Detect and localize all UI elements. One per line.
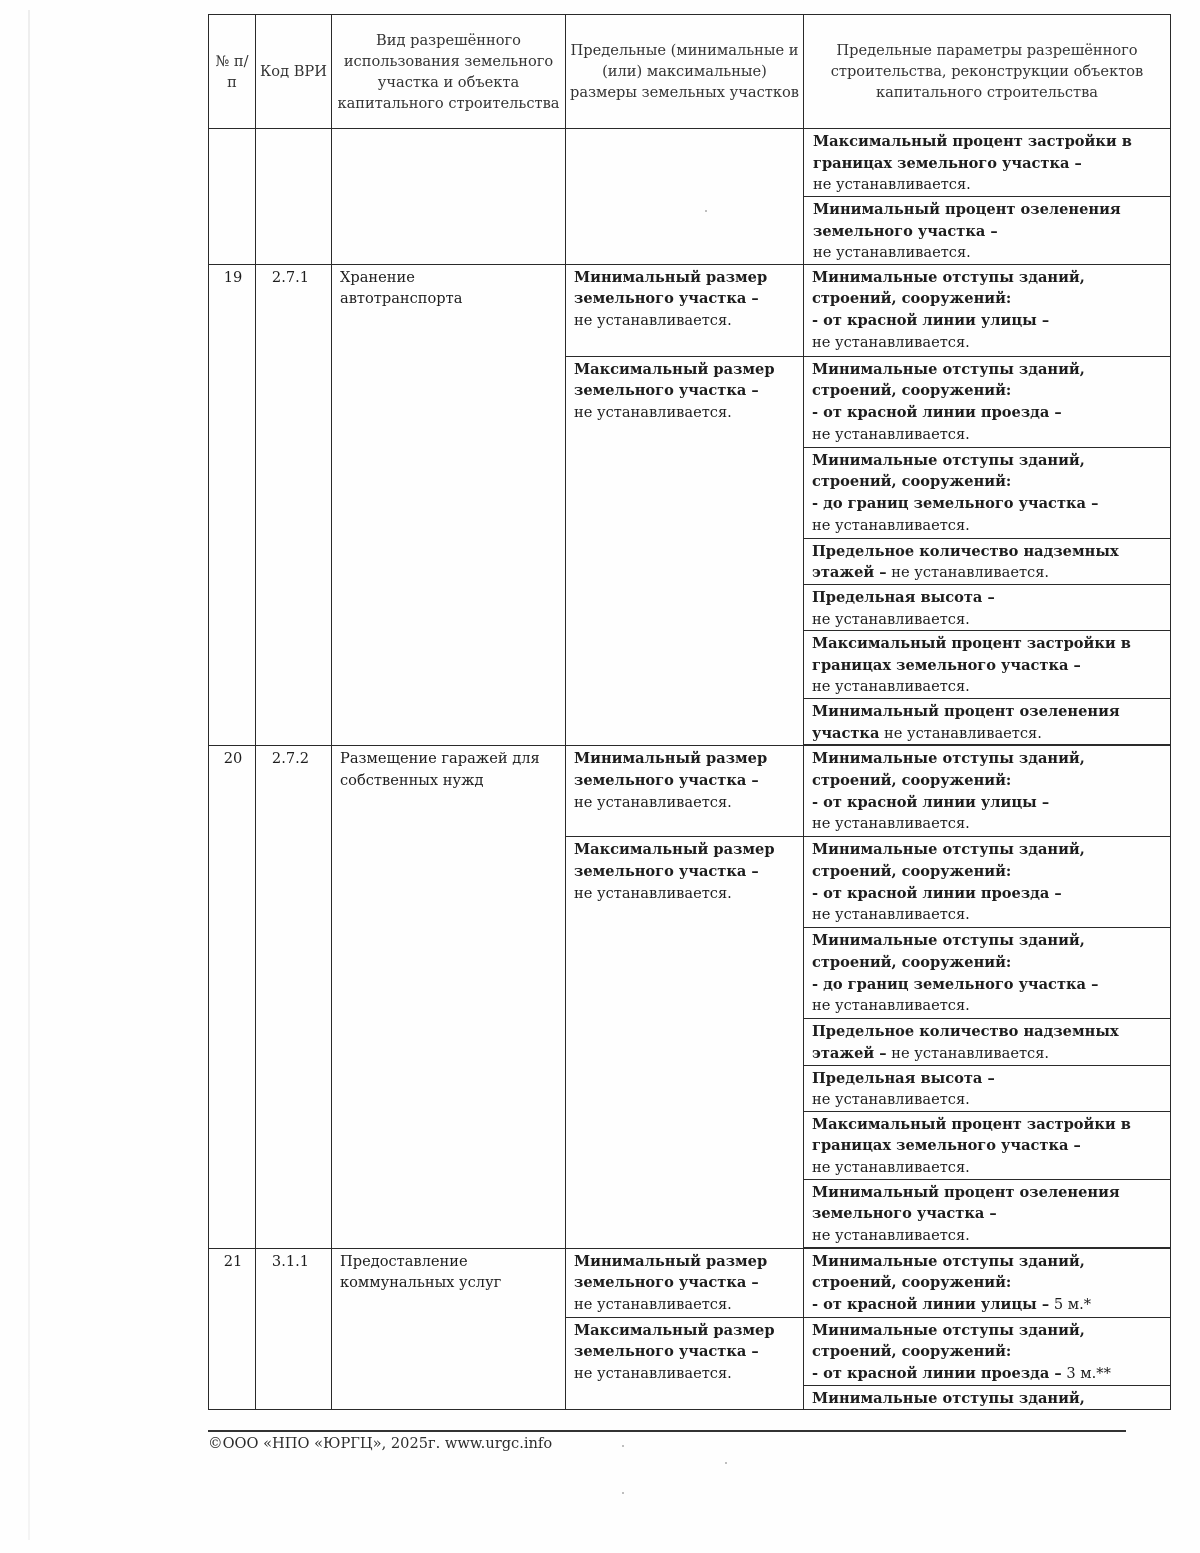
header-use: Вид разрешённого использования земельного участка и объекта капитального строительства [332,15,566,129]
param-value: не устанавливается. [813,176,971,194]
table-row [209,129,1171,197]
row-use: Хранение автотранспорта [332,264,566,746]
param-cell [804,928,1171,1019]
param-cell [804,584,1171,630]
footer-rule [208,1430,1126,1432]
row-code: 2.7.2 [256,746,332,1248]
param-value: не устанавливается. [891,564,1050,582]
param-label: Минимальный процент озеленения [812,703,1120,721]
param-sub: - до границ земельного участка – [812,494,1099,512]
param-value: не устанавливается. [812,997,970,1015]
header-code: Код ВРИ [256,15,332,129]
param-cell [804,356,1171,447]
param-cell [804,1179,1171,1247]
scan-speck [622,1492,624,1494]
zoning-table [208,14,1171,1410]
param-cell [804,1248,1171,1317]
param-value: не устанавливается. [812,1226,970,1244]
param-label: Предельная высота – [812,588,995,606]
scan-speck [725,1462,727,1464]
param-value: не устанавливается. [884,724,1042,742]
param-cell [804,1111,1171,1179]
param-sub: - до границ земельного участка – [812,975,1099,993]
header-sizes: Предельные (минимальные и (или) максимальные) размеры земельных участков [566,15,804,129]
header-num: № п/п [209,15,256,129]
param-cell [804,538,1171,584]
param-cell [804,699,1171,745]
param-label: Предельное количество надземных этажей – [812,1023,1119,1062]
param-label: Минимальные отступы зданий, строений, сооружений: [812,1321,1085,1361]
param-label: Минимальный процент озеленения земельного участка – [812,1183,1120,1223]
param-cell [804,129,1171,197]
param-cell [804,1019,1171,1065]
row-num: 21 [209,1248,256,1410]
size-cell [566,746,804,837]
param-sub: - от красной линии проезда – [812,403,1062,421]
param-value: 5 м.* [1053,1295,1092,1313]
param-cell [804,631,1171,699]
param-label: Максимальный процент застройки в границах земельного участка – [813,133,1132,172]
table-row [209,746,1171,837]
size-label: Максимальный размер земельного участка – [574,841,775,880]
param-value: не устанавливается. [812,1158,970,1176]
param-label: Максимальный процент застройки в границах земельного участка – [812,1115,1131,1155]
param-value: не устанавливается. [891,1044,1050,1062]
param-cell [804,197,1171,265]
param-label: Минимальные отступы зданий, строений, сооружений: [812,1252,1085,1292]
param-value: не устанавливается. [813,244,971,262]
document-page [208,14,1170,1410]
table-row [209,1248,1171,1317]
size-label: Минимальный размер земельного участка – [574,750,768,789]
table-row [209,264,1171,356]
param-value: не устанавливается. [812,678,970,696]
size-cell [566,1317,804,1410]
size-label: Максимальный размер земельного участка – [574,360,775,400]
param-label: Минимальные отступы зданий, строений, сооружений: [812,750,1085,789]
param-label: Минимальные отступы зданий, строений, сооружений: [812,451,1085,491]
param-label: Минимальные отступы зданий, строений, сооружений: [812,841,1085,880]
param-cell [804,746,1171,837]
row-code: 2.7.1 [256,264,332,746]
size-value: не устанавливается. [574,311,732,329]
param-label: Минимальные отступы зданий, строений, сооружений: [812,932,1085,971]
param-value: не устанавливается. [812,516,970,534]
size-label: Минимальный размер земельного участка – [574,1252,768,1292]
param-cell [804,264,1171,356]
param-sub: - от красной линии улицы – [812,1295,1050,1313]
param-label: Минимальный процент озеленения земельного участка – [813,201,1121,240]
footer-copyright: ©ООО «НПО «ЮРГЦ», 2025г. www.urgc.info [208,1435,553,1452]
param-label: Максимальный процент застройки в границах земельного участка – [812,635,1131,674]
param-cell [804,1065,1171,1111]
row-num: 19 [209,264,256,746]
param-label: Предельная высота – [812,1069,995,1087]
param-sub: - от красной линии проезда – [812,884,1062,902]
param-value: 3 м.** [1066,1364,1111,1382]
param-sub: - от красной линии проезда – [812,1364,1062,1382]
scan-edge [28,10,30,1540]
size-label: Минимальный размер земельного участка – [574,268,768,308]
scan-speck [622,1445,624,1447]
param-label: Минимальные отступы зданий, строений, сооружений: [812,360,1085,400]
param-sub: - от красной линии улицы – [812,793,1050,811]
param-label: Минимальные отступы зданий, строений, сооружений: [812,268,1085,308]
header-params: Предельные параметры разрешённого строительства, реконструкции объектов капитального строительства [804,15,1171,129]
param-label: Минимальные отступы зданий, [812,1389,1085,1407]
size-value: не устанавливается. [574,884,732,902]
param-value: не устанавливается. [812,333,970,351]
size-cell [566,1248,804,1317]
param-cell [804,1317,1171,1385]
param-value: не устанавливается. [812,610,970,628]
param-value: не устанавливается. [812,1091,970,1109]
scan-speck [705,210,707,212]
row-code: 3.1.1 [256,1248,332,1410]
size-value: не устанавливается. [574,403,732,421]
param-cell [804,1385,1171,1410]
param-value: не устанавливается. [812,815,970,833]
param-cell [804,837,1171,928]
row-use: Предоставление коммунальных услуг [332,1248,566,1410]
size-label: Максимальный размер земельного участка – [574,1321,775,1361]
size-cell [566,264,804,356]
row-num: 20 [209,746,256,1248]
size-value: не устанавливается. [574,1295,732,1313]
size-value: не устанавливается. [574,793,732,811]
param-value: не устанавливается. [812,425,970,443]
size-value: не устанавливается. [574,1364,732,1382]
table-header-row [209,15,1171,129]
param-label: Предельное количество надземных этажей – [812,542,1119,582]
row-use: Размещение гаражей для собственных нужд [332,746,566,1248]
param-label: участка [812,724,880,742]
param-cell [804,447,1171,538]
size-cell [566,356,804,746]
param-value: не устанавливается. [812,906,970,924]
param-sub: - от красной линии улицы – [812,311,1050,329]
size-cell [566,837,804,1248]
